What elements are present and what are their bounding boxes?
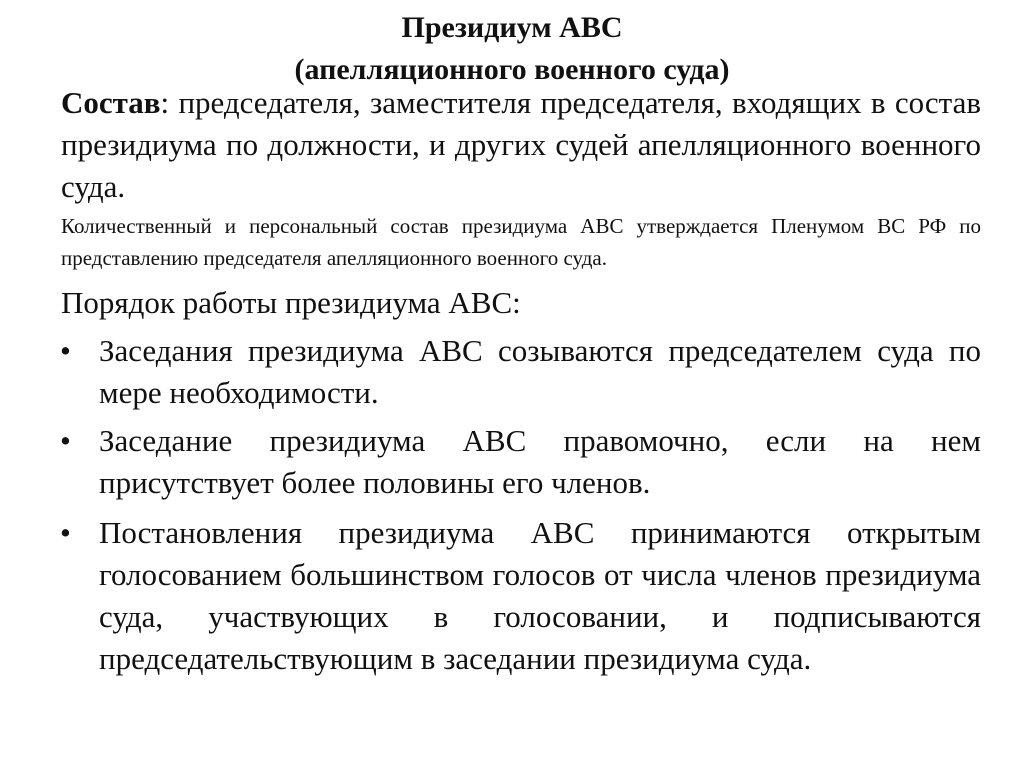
bullet-icon: • (60, 423, 71, 458)
bullet-text: Заседания президиума АВС созываются председателем суда по мере необходимости. (99, 333, 981, 410)
slide-subtitle: (апелляционного военного суда) (294, 53, 730, 86)
bullet-icon: • (60, 333, 71, 368)
approval-paragraph: Количественный и персональный состав президиума АВС утверждается Пленумом ВС РФ по представлению председателя апелляционного военного суда. (61, 214, 981, 270)
composition-paragraph (61, 82, 981, 208)
bullet-text: Заседание президиума АВС правомочно, если на нем присутствует более половины его членов. (99, 423, 981, 500)
procedure-heading: Порядок работы президиума АВС: (61, 285, 521, 320)
bullet-text: Постановления президиума АВС принимаются открытым голосованием большинством голосов от числа членов президиума суда, участвующих в голосовании, и подписываются председательствующим в заседании президиума суда. (99, 515, 981, 676)
bullet-icon: • (60, 515, 71, 550)
composition-text: : председателя, заместителя председателя, входящих в состав президиума по должности, и других судей апелляционного военного суда. (61, 85, 981, 204)
slide-title: Президиум АВС (401, 11, 623, 44)
composition-label: Состав (61, 85, 161, 120)
